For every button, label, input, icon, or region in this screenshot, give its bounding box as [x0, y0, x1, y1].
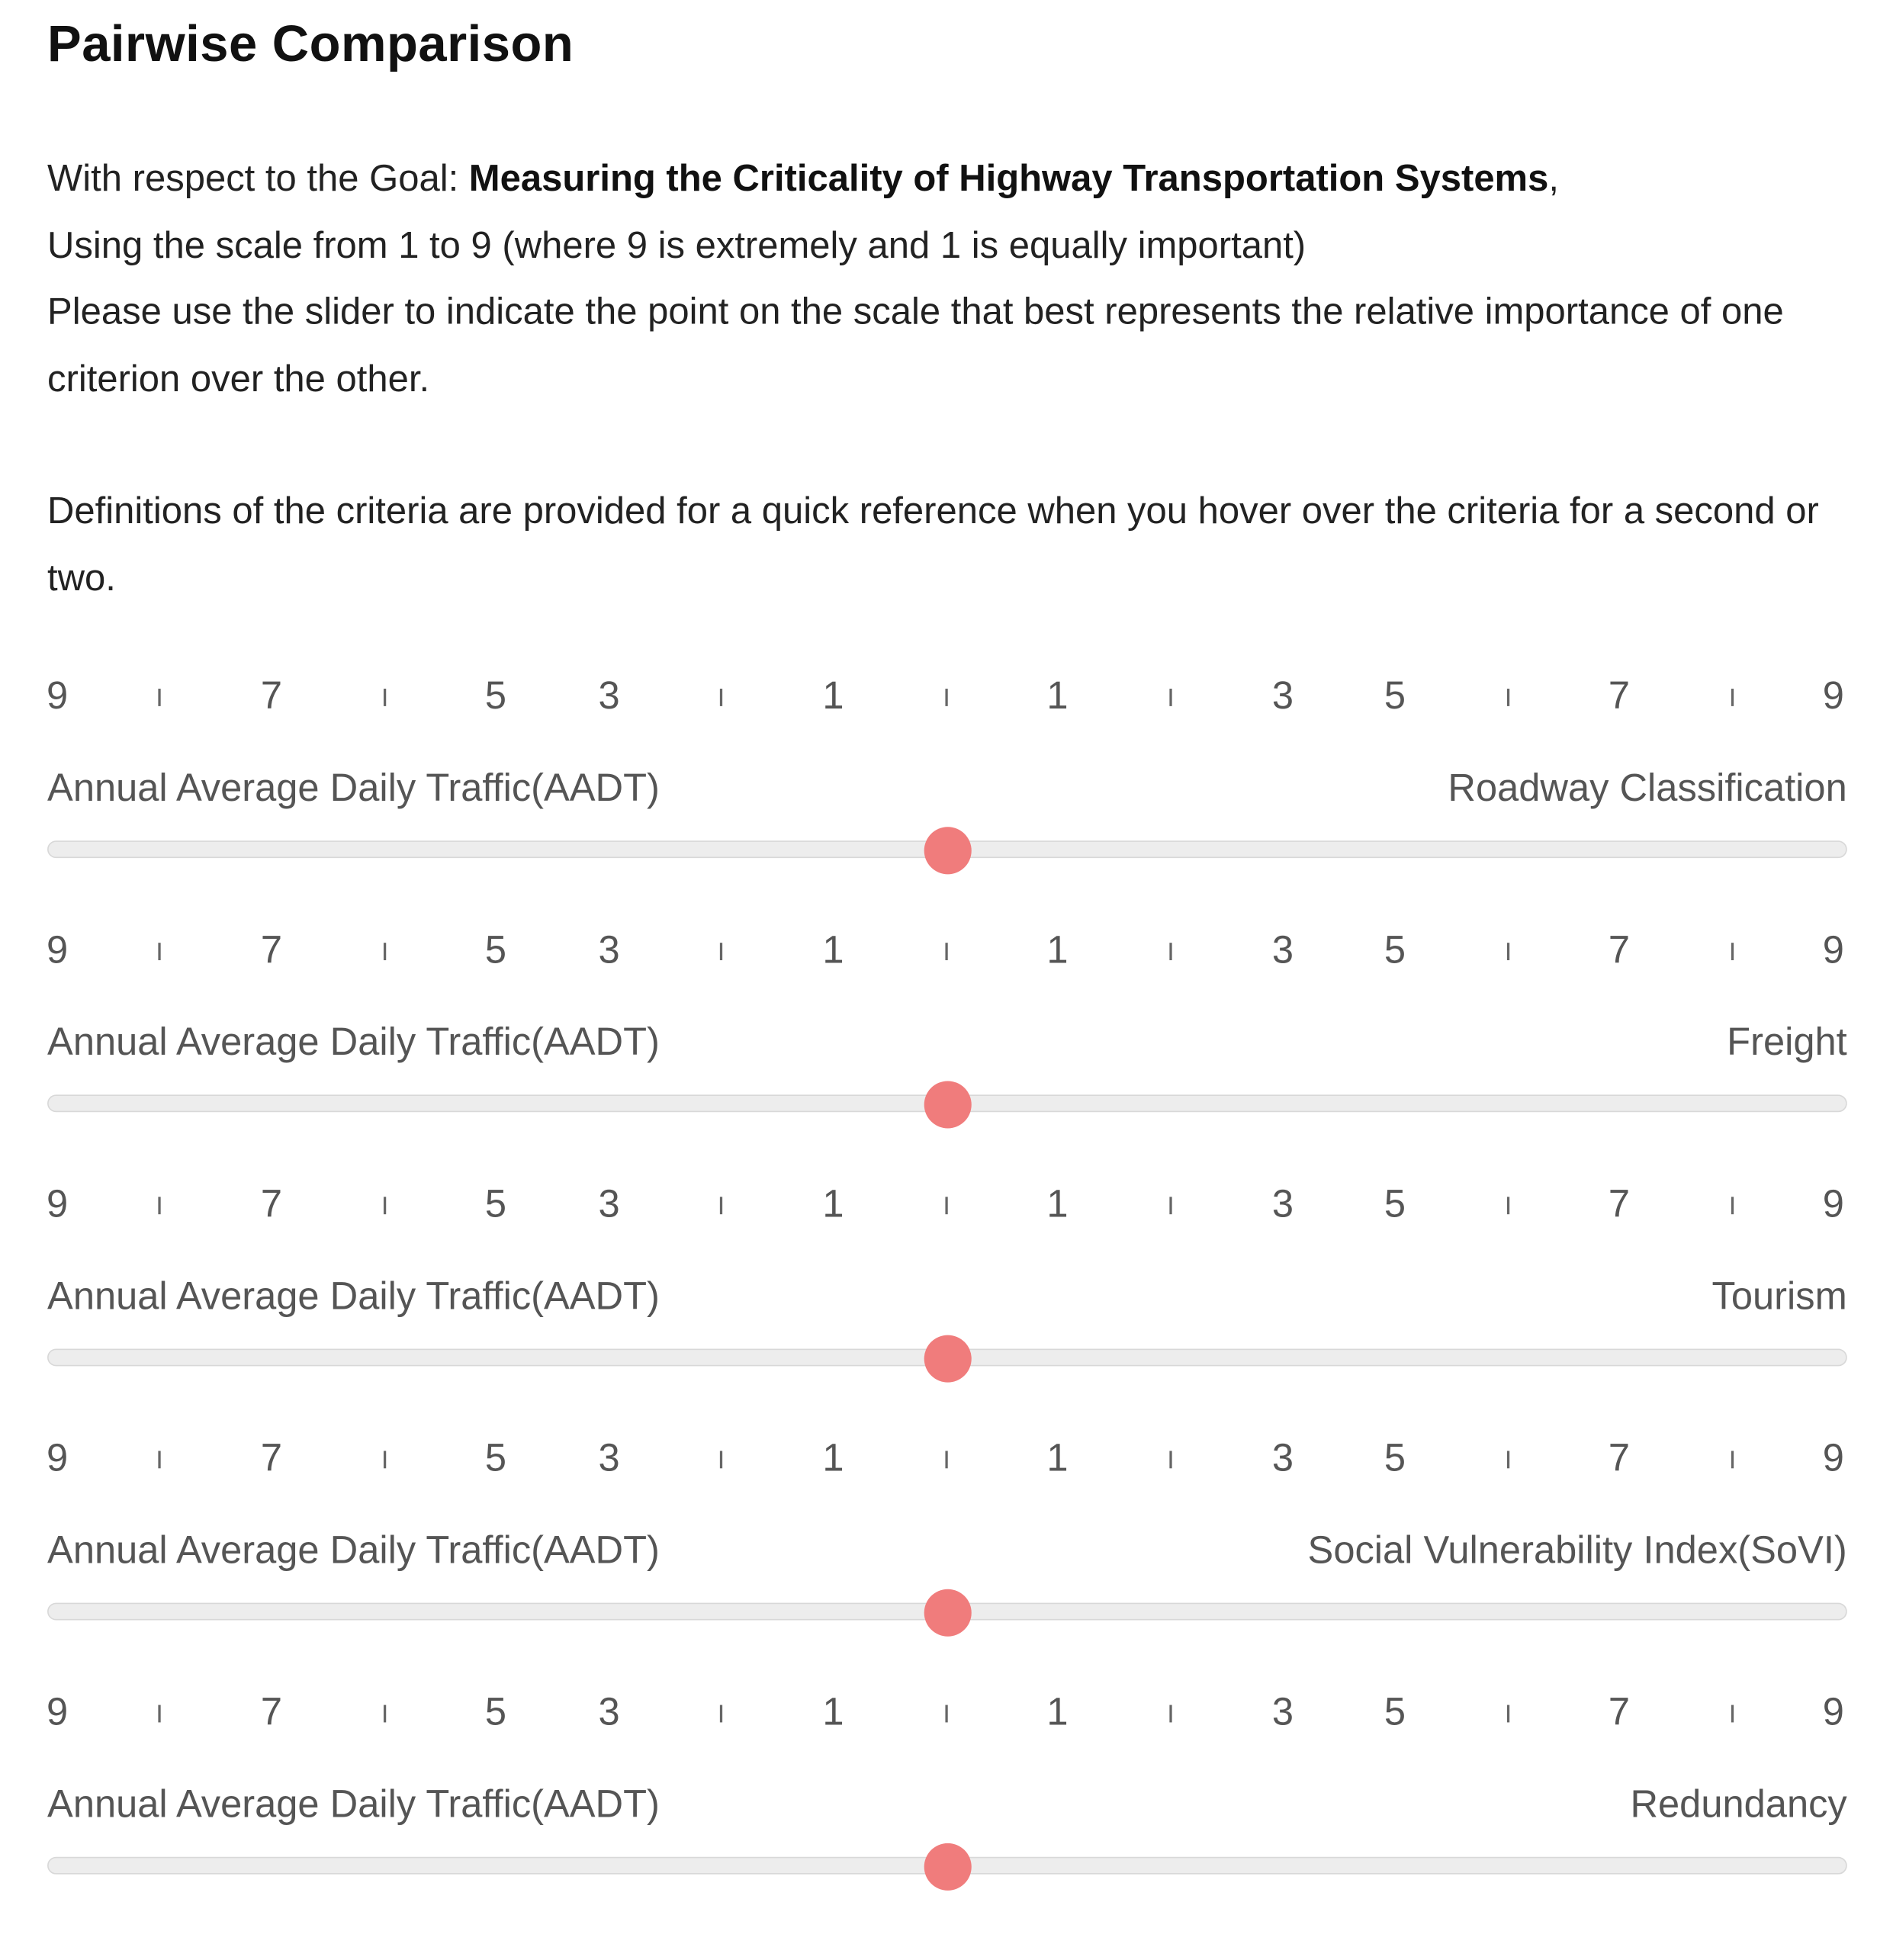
scale-tick — [1731, 1197, 1734, 1214]
scale-label: 5 — [1384, 927, 1406, 972]
scale — [47, 1436, 1847, 1486]
criterion-left[interactable]: Annual Average Daily Traffic(AADT) — [47, 1274, 660, 1318]
criterion-left[interactable]: Annual Average Daily Traffic(AADT) — [47, 1020, 660, 1064]
scale — [47, 928, 1847, 978]
scale-label: 7 — [1608, 1435, 1630, 1480]
scale-tick — [720, 1197, 722, 1214]
scale — [47, 673, 1847, 723]
criterion-right[interactable]: Tourism — [1711, 1274, 1847, 1318]
scale-tick — [384, 943, 386, 960]
scale-label: 5 — [484, 1181, 507, 1226]
goal-prefix: With respect to the Goal: — [47, 158, 469, 200]
scale-tick — [1731, 943, 1734, 960]
slider-instruction: Please use the slider to indicate the point on the scale that best represents the relative importance of one criterion over the other. — [47, 291, 1784, 400]
scale-label: 1 — [1046, 1181, 1069, 1226]
comparison-row — [47, 1690, 1847, 1944]
scale-label: 9 — [1822, 1689, 1844, 1734]
scale-label: 1 — [822, 1689, 844, 1734]
criterion-right[interactable]: Roadway Classification — [1448, 766, 1847, 810]
scale-tick — [158, 1705, 160, 1723]
scale-label: 1 — [1046, 927, 1069, 972]
scale-label: 1 — [1046, 1435, 1069, 1480]
slider-thumb[interactable] — [924, 1589, 971, 1637]
scale-label: 7 — [260, 1689, 283, 1734]
scale — [47, 1690, 1847, 1740]
scale-tick — [945, 1197, 947, 1214]
scale-tick — [720, 943, 722, 960]
scale-label: 9 — [47, 673, 69, 718]
comparison-row — [47, 1436, 1847, 1690]
scale-tick — [158, 1197, 160, 1214]
scale-tick — [1507, 943, 1509, 960]
scale-tick — [1507, 1451, 1509, 1468]
scale-tick — [1169, 1705, 1171, 1723]
scale-label: 7 — [260, 927, 283, 972]
scale-label: 1 — [1046, 673, 1069, 718]
scale-label: 9 — [1822, 1435, 1844, 1480]
scale-tick — [720, 1451, 722, 1468]
scale-label: 5 — [484, 927, 507, 972]
scale-tick — [1507, 689, 1509, 706]
scale-label: 3 — [1271, 1689, 1294, 1734]
scale-label: 9 — [47, 1181, 69, 1226]
scale-label: 3 — [598, 1181, 620, 1226]
goal-name: Measuring the Criticality of Highway Transportation Systems — [468, 158, 1549, 200]
criterion-right[interactable]: Social Vulnerability Index(SoVI) — [1307, 1528, 1847, 1572]
scale-description: Using the scale from 1 to 9 (where 9 is extremely and 1 is equally important) — [47, 224, 1306, 266]
slider-thumb[interactable] — [924, 827, 971, 874]
scale-label: 5 — [484, 1435, 507, 1480]
scale — [47, 1182, 1847, 1232]
scale-label: 1 — [822, 927, 844, 972]
slider-thumb[interactable] — [924, 1081, 971, 1128]
scale-label: 9 — [1822, 927, 1844, 972]
scale-tick — [720, 689, 722, 706]
scale-label: 1 — [1046, 1689, 1069, 1734]
criterion-left[interactable]: Annual Average Daily Traffic(AADT) — [47, 1782, 660, 1826]
goal-line — [47, 146, 1853, 212]
scale-label: 5 — [1384, 1689, 1406, 1734]
scale-tick — [1507, 1705, 1509, 1723]
scale-label: 9 — [1822, 673, 1844, 718]
scale-label: 7 — [1608, 927, 1630, 972]
criterion-right[interactable]: Freight — [1727, 1020, 1847, 1064]
criterion-right[interactable]: Redundancy — [1630, 1782, 1847, 1826]
scale-tick — [1731, 689, 1734, 706]
scale-label: 3 — [1271, 927, 1294, 972]
scale-label: 3 — [598, 1689, 620, 1734]
goal-suffix: , — [1548, 158, 1560, 200]
scale-tick — [1169, 1451, 1171, 1468]
scale-label: 9 — [47, 1435, 69, 1480]
scale-label: 9 — [1822, 1181, 1844, 1226]
scale-label: 9 — [47, 927, 69, 972]
scale-label: 7 — [260, 673, 283, 718]
scale-label: 1 — [822, 1181, 844, 1226]
scale-tick — [158, 689, 160, 706]
scale-label: 5 — [1384, 673, 1406, 718]
scale-label: 5 — [484, 673, 507, 718]
scale-label: 5 — [1384, 1435, 1406, 1480]
scale-tick — [945, 943, 947, 960]
scale-label: 1 — [822, 1435, 844, 1480]
scale-label: 7 — [1608, 673, 1630, 718]
scale-label: 3 — [598, 1435, 620, 1480]
scale-tick — [1731, 1705, 1734, 1723]
comparison-row — [47, 1182, 1847, 1436]
scale-tick — [1507, 1197, 1509, 1214]
scale-tick — [1731, 1451, 1734, 1468]
scale-tick — [384, 1451, 386, 1468]
page-title: Pairwise Comparison — [47, 14, 574, 72]
criterion-left[interactable]: Annual Average Daily Traffic(AADT) — [47, 1528, 660, 1572]
scale-label: 3 — [598, 673, 620, 718]
scale-label: 7 — [260, 1435, 283, 1480]
scale-label: 3 — [1271, 1435, 1294, 1480]
scale-label: 3 — [1271, 673, 1294, 718]
criterion-left[interactable]: Annual Average Daily Traffic(AADT) — [47, 766, 660, 810]
scale-label: 3 — [1271, 1181, 1294, 1226]
scale-tick — [720, 1705, 722, 1723]
scale-label: 3 — [598, 927, 620, 972]
scale-label: 5 — [1384, 1181, 1406, 1226]
scale-tick — [945, 689, 947, 706]
scale-label: 9 — [47, 1689, 69, 1734]
scale-label: 7 — [1608, 1181, 1630, 1226]
slider-thumb[interactable] — [924, 1335, 971, 1383]
scale-label: 1 — [822, 673, 844, 718]
scale-tick — [1169, 943, 1171, 960]
scale-tick — [158, 943, 160, 960]
slider-thumb[interactable] — [924, 1843, 971, 1891]
scale-tick — [945, 1705, 947, 1723]
comparison-row — [47, 673, 1847, 927]
scale-tick — [384, 689, 386, 706]
scale-label: 5 — [484, 1689, 507, 1734]
scale-tick — [945, 1451, 947, 1468]
scale-tick — [384, 1705, 386, 1723]
definitions-note: Definitions of the criteria are provided for a quick reference when you hover over the criteria for a second or two. — [47, 490, 1819, 599]
comparison-row — [47, 928, 1847, 1182]
scale-label: 7 — [1608, 1689, 1630, 1734]
scale-label: 7 — [260, 1181, 283, 1226]
scale-tick — [1169, 689, 1171, 706]
instructions — [47, 146, 1853, 412]
scale-tick — [1169, 1197, 1171, 1214]
scale-tick — [158, 1451, 160, 1468]
scale-tick — [384, 1197, 386, 1214]
